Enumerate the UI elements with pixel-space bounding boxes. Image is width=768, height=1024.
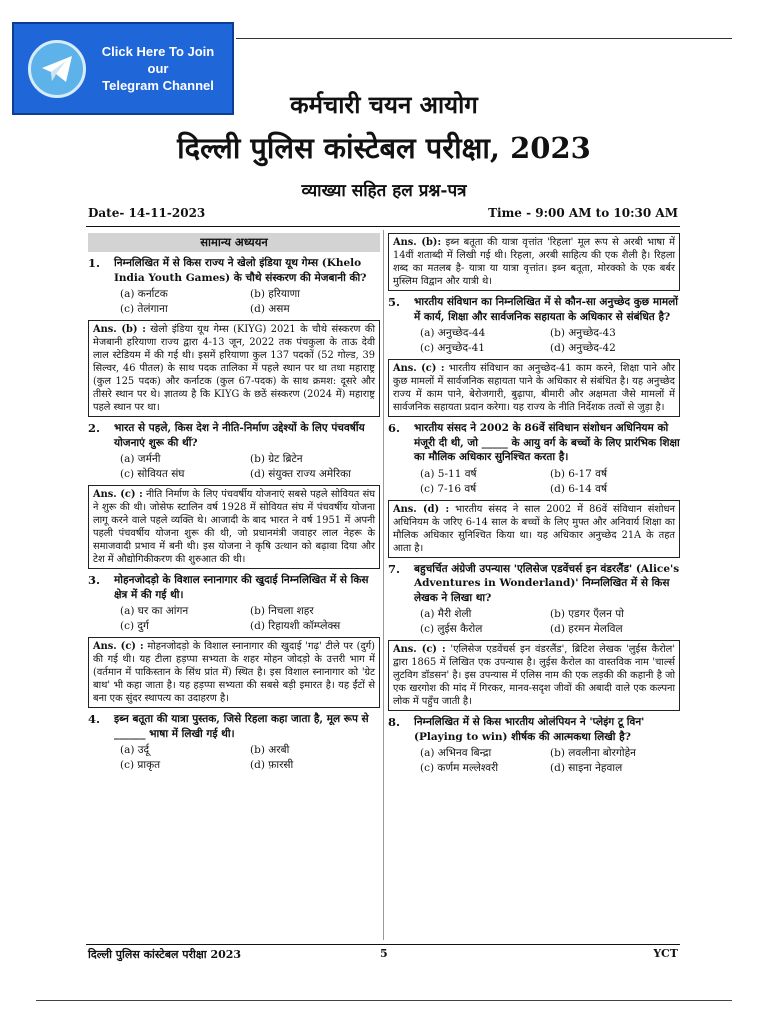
exam-date: Date- 14-11-2023 <box>88 206 206 220</box>
option-c: (c) दुर्ग <box>120 620 149 632</box>
question-number: 4. <box>88 712 101 726</box>
banner-line-1: Click Here To Join our <box>101 44 215 76</box>
option-b: (b) हरियाणा <box>250 288 300 300</box>
answer-text: भारतीय संसद ने साल 2002 में 86वें संविधान संशोधन अधिनियम के जरिए 6-14 साल के बच्चों के लिए मुफ्त और अनिवार्य शिक्षा का मौलिक अधिकार सुनिश्चित किया था। यह अधिकार अनुच्छेद 21A के तहत आता है। <box>393 503 675 554</box>
question-text: निम्नलिखित में से किस राज्य ने खेलो इंडिया यूथ गेम्स (Khelo India Youth Games) के चौथे संस्करण की मेजबानी की? <box>114 257 367 284</box>
paper-subtitle: व्याख्या सहित हल प्रश्न-पत्र <box>301 181 467 201</box>
question-text: भारतीय संसद ने 2002 के 86वें संविधान संशोधन अधिनियम को मंजूरी दी थी, जो _____ के आयु वर्ग के बच्चों के लिए प्रारंभिक शिक्षा का मौलिक अधिकार सुनिश्चित करता है। <box>414 422 680 463</box>
option-c: (c) प्राकृत <box>120 759 161 771</box>
section-heading: सामान्य अध्ययन <box>88 233 380 252</box>
page-number: 5 <box>380 947 388 960</box>
answer-box <box>388 233 680 291</box>
question-4 <box>88 712 380 741</box>
option-a: (a) 5-11 वर्ष <box>420 467 477 480</box>
answer-text: 'एलिसेज एडवेंचर्स इन वंडरलैंड', ब्रिटिश लेखक 'लुईस कैरोल' द्वारा 1865 में लिखित एक उपन्यास है। लुईस कैरोल का वास्तविक नाम 'चार्ल्स लुटविग डॉडसन' है। इस उपन्यास में एलिस नाम की एक लड़की की कहानी है जो एक खरगोश की मांद में गिरकर, मानव-सदृश जीवों की अबादी वाले एक कल्पना लोक में पहुँच जाती है। <box>393 644 676 707</box>
options <box>88 453 380 481</box>
question-text: बहुचर्चित अंग्रेजी उपन्यास 'एलिसेज एडवेंचर्स इन वंडरलैंड' (Alice's Adventures in Wonderland)' निम्नलिखित में से किस लेखक ने लिखा था? <box>414 562 680 604</box>
option-a: (a) मैरी शेली <box>420 608 472 620</box>
answer-label: Ans. (c) : <box>93 489 143 500</box>
question-number: 1. <box>88 256 101 270</box>
answer-box <box>88 320 380 417</box>
option-b: (b) एडगर एँलन पो <box>550 608 624 620</box>
question-6 <box>388 421 680 465</box>
question-text: इब्न बतूता की यात्रा पुस्तक, जिसे रिहला कहा जाता है, मूल रूप से ______ भाषा में लिखी गई थी। <box>114 713 369 740</box>
answer-label: Ans. (b) : <box>93 324 146 335</box>
exam-title: दिल्ली पुलिस कांस्टेबल परीक्षा, 2023 <box>177 131 591 165</box>
option-d: (d) संयुक्त राज्य अमेरिका <box>250 468 351 480</box>
option-d: (d) रिहायशी कॉम्प्लेक्स <box>250 620 341 632</box>
answer-label: Ans. (d) : <box>393 503 450 515</box>
right-column <box>388 233 680 779</box>
options <box>88 605 380 633</box>
question-number: 2. <box>88 421 101 435</box>
answer-label: Ans. (b): <box>393 237 442 248</box>
option-c: (c) 7-16 वर्ष <box>420 482 477 495</box>
options <box>388 747 680 775</box>
question-number: 3. <box>88 573 101 587</box>
answer-text: नीति निर्माण के लिए पंचवर्षीय योजनाएं सबसे पहले सोवियत संघ ने शुरू की थी। जोसेफ स्टालिन वर्ष 1928 में सोवियत संघ में पंचवर्षीय योजना लागू करने वाले पहले व्यक्ति थे। आजादी के बाद भारत ने वर्ष 1951 में अपनी पहली पंचवर्षीय योजना शुरू की थी, जो प्रधानमंत्री जवाहर लाल नेहरू के समाजवादी प्रभाव में बनी थी। इस योजना ने कृषि उत्थान को बढ़ावा दिया और टेश में औद्योगिकीकरण की शुरुआत की थी। <box>93 489 375 565</box>
answer-label: Ans. (c) : <box>393 363 445 374</box>
answer-box <box>388 500 680 558</box>
question-3 <box>88 573 380 602</box>
option-c: (c) अनुच्छेद-41 <box>420 342 485 354</box>
options <box>388 327 680 355</box>
option-b: (b) लवलीना बोरगोहेन <box>550 747 636 759</box>
org-title: कर्मचारी चयन आयोग <box>290 90 478 119</box>
option-a: (a) उर्दू <box>120 744 150 756</box>
option-a: (a) घर का आंगन <box>120 605 189 617</box>
option-b: (b) अनुच्छेद-43 <box>550 327 616 339</box>
publisher-name: YCT <box>653 947 678 960</box>
exam-time: Time - 9:00 AM to 10:30 AM <box>488 206 678 220</box>
option-b: (b) निचला शहर <box>250 605 314 617</box>
options <box>88 744 380 772</box>
answer-box <box>388 640 680 711</box>
bottom-rule <box>36 1000 732 1001</box>
header-rule <box>86 226 680 227</box>
option-d: (d) साइना नेहवाल <box>550 762 623 774</box>
options <box>388 468 680 496</box>
left-column <box>88 233 380 776</box>
option-a: (a) अनुच्छेद-44 <box>420 327 486 339</box>
options <box>388 608 680 636</box>
answer-label: Ans. (c) : <box>93 641 144 652</box>
option-d: (d) 6-14 वर्ष <box>550 482 608 495</box>
banner-line-2: Telegram Channel <box>102 78 214 93</box>
answer-box <box>388 359 680 417</box>
question-text: मोहनजोदड़ो के विशाल स्नानागार की खुदाई निम्नलिखित में से किस क्षेत्र में की गई थी। <box>114 574 369 601</box>
option-d: (d) अनुच्छेद-42 <box>550 342 616 354</box>
question-2 <box>88 421 380 450</box>
option-c: (c) सोवियत संघ <box>120 468 185 480</box>
question-text: भारत से पहले, किस देश ने नीति-निर्माण उद्देश्यों के लिए पंचवर्षीय योजनाएं शुरू की थीं? <box>114 422 365 449</box>
question-5 <box>388 295 680 324</box>
telegram-banner-text <box>100 43 216 94</box>
question-number: 8. <box>388 715 401 729</box>
question-number: 6. <box>388 421 401 435</box>
option-d: (d) असम <box>250 303 290 315</box>
option-c: (c) कर्णम मल्लेश्वरी <box>420 762 499 774</box>
question-number: 5. <box>388 295 401 309</box>
question-number: 7. <box>388 561 401 576</box>
option-c: (c) लुईस कैरोल <box>420 623 483 635</box>
option-b: (b) ग्रेट ब्रिटेन <box>250 453 303 465</box>
option-d: (d) हरमन मेलविल <box>550 623 623 635</box>
option-b: (b) अरबी <box>250 744 290 756</box>
option-d: (d) फ़ारसी <box>250 759 294 771</box>
option-b: (b) 6-17 वर्ष <box>550 467 608 480</box>
question-text: भारतीय संविधान का निम्नलिखित में से कौन-सा अनुच्छेद कुछ मामलों में कार्य, शिक्षा और सार्वजनिक सहायता के अधिकार से संबंधित है? <box>414 296 678 323</box>
answer-box <box>88 637 380 708</box>
question-7 <box>388 562 680 606</box>
option-a: (a) कर्नाटक <box>120 288 168 300</box>
answer-text: मोहनजोदड़ो के विशाल स्नानागार की खुदाई 'गढ़' टीले पर (दुर्ग) की गई थी। यह टीला हड़प्पा सभ्यता के शहर मोहन जोदड़ो के उत्तरी भाग में (वर्तमान में पाकिस्तान के सिंध प्रांत में) स्थित है। इस विशाल स्नानागार को 'ग्रेट बाथ' भी कहा जाता है। यह हड़प्पा सभ्यता की सबसे बड़ी इमारत है। यह ईंटों से बना एक सुंदर स्थापत्य का उदाहरण है। <box>93 641 375 704</box>
answer-text: भारतीय संविधान का अनुच्छेद-41 काम करने, शिक्षा पाने और कुछ मामलों में सार्वजनिक सहायता पाने के अधिकार से संबंधित है। यह अनुच्छेद राज्य में काम पाने, बेरोजगारी, बुढ़ापा, बीमारी और अक्षमता जैसे मामलों में सार्वजनिक सहायता प्रदान करेगा। यह राज्य के नीति निर्देशक तत्वों से जुड़ा है। <box>393 363 675 413</box>
option-c: (c) तेलंगाना <box>120 303 168 315</box>
option-a: (a) जर्मनी <box>120 453 161 465</box>
column-divider <box>383 230 384 940</box>
answer-box <box>88 485 380 569</box>
answer-text: इब्न बतूता की यात्रा वृत्तांत 'रिहला' मूल रूप से अरबी भाषा में 14वीं शताब्दी में लिखी गई थी। रिहला, अरबी साहित्य की एक शैली है। रिहला शब्द का मतलब है- यात्रा या यात्रा वृत्तांत। इब्न बतूता, मोरक्को के एक बर्बर मुस्लिम विद्वान और यात्री थे। <box>393 237 675 287</box>
footer-exam-name: दिल्ली पुलिस कांस्टेबल परीक्षा 2023 <box>88 948 242 961</box>
option-a: (a) अभिनव बिन्द्रा <box>420 747 492 759</box>
question-text: निम्नलिखित में से किस भारतीय ओलंपियन ने 'प्लेइंग टू विन' (Playing to win) शीर्षक की आत्मकथा लिखी है? <box>414 716 645 743</box>
top-rule <box>236 38 732 39</box>
question-1 <box>88 256 380 285</box>
footer-rule <box>86 944 680 945</box>
options <box>88 288 380 316</box>
answer-text: खेलो इंडिया यूथ गेम्स (KIYG) 2021 के चौथे संस्करण की मेजबानी हरियाणा राज्य द्वारा 4-13 जून, 2022 तक पंचकुला के ताऊ देवी लाल स्टेडियम में की गई थी। इसमें हरियाणा कुल 137 पदकों (52 गोल्ड, 39 सिल्वर, 46 पीतल) के साथ पदक तालिका में पहले स्थान पर था तथा महाराष्ट्र (कुल 125 पदक) और कर्नाटक (कुल 67-पदक) के साथ क्रमश: दूसरे और तीसरे स्थान पर थे। ज्ञातव्य है कि KIYG के छठें संस्करण (2024 में) महाराष्ट्र पहले स्थान पर था। <box>93 324 375 413</box>
question-8 <box>388 715 680 744</box>
answer-label: Ans. (c) : <box>393 644 446 655</box>
